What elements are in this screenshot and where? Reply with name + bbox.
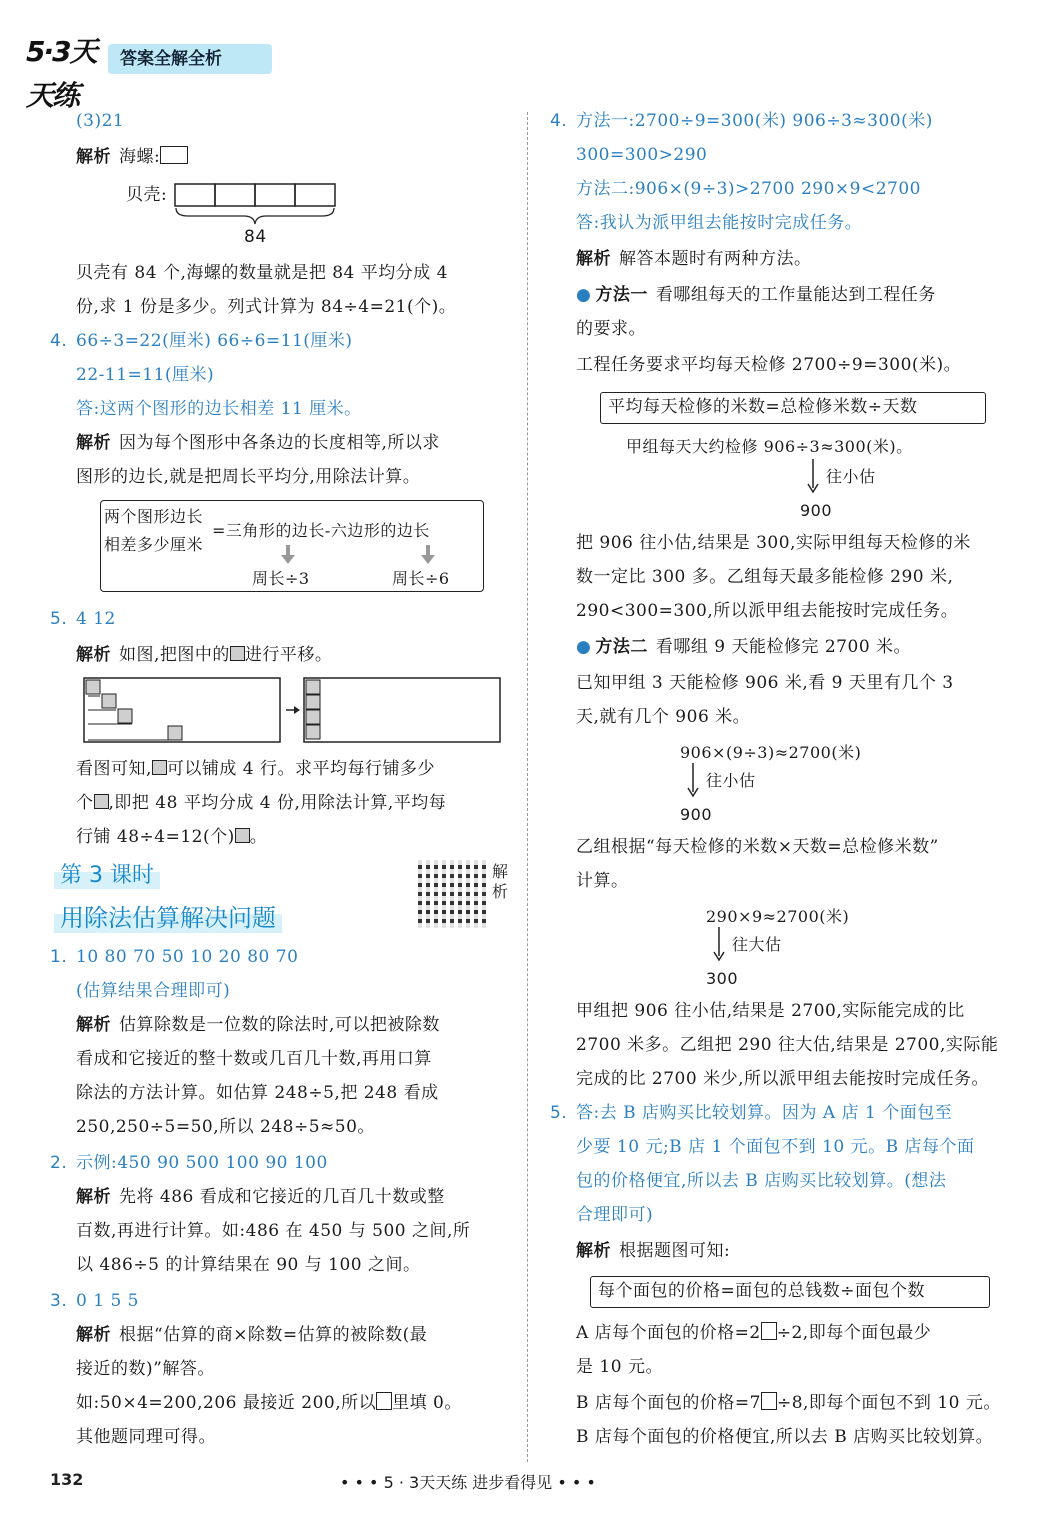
s2-analysis-1: [76, 1186, 445, 1208]
r5-text-3b: ÷8,即每个面包不到 10 元。: [776, 1393, 1001, 1413]
q5-analysis-text-a: 如图,把图中的: [119, 645, 230, 665]
q5-number: 5.: [50, 609, 68, 629]
r5-text-3: [576, 1392, 1001, 1414]
q5-text-1a: 看图可知,: [76, 759, 152, 779]
method2-p4: 计算。: [576, 871, 629, 891]
analysis-label: 解析: [76, 1187, 111, 1207]
method1-jia: 甲组每天大约检修 906÷3≈300(米)。: [626, 437, 913, 456]
s3-text-2: 其他题同理可得。: [76, 1427, 216, 1447]
method1-arrow-label: 往小估: [826, 467, 876, 486]
q5-text-3: 行铺 48÷4=12(个) 。: [76, 827, 268, 847]
brand-logo: 5·3天天练: [26, 35, 96, 112]
r5-answer-3: 包的价格便宜,所以去 B 店购买比较划算。(想法: [576, 1171, 947, 1191]
r5-text-4: B 店每个面包的价格便宜,所以去 B 店购买比较划算。: [576, 1427, 994, 1447]
tile-square-icon: [152, 760, 167, 775]
tile-square-icon: [230, 646, 245, 661]
r5-analysis: [576, 1240, 730, 1262]
r5-text-3a: B 店每个面包的价格=7: [576, 1393, 761, 1413]
qr-code-pattern: [418, 860, 486, 928]
method2-p7: 完成的比 2700 米少,所以派甲组去能按时完成任务。: [576, 1069, 989, 1089]
q4-number: 4.: [50, 331, 68, 351]
s3-analysis-text: 根据“估算的商×除数=估算的被除数(最: [119, 1325, 428, 1345]
blank-box-icon: [761, 1322, 777, 1340]
q3-analysis: [76, 146, 188, 168]
r5-text-1b: ÷2,即每个面包最少: [776, 1323, 932, 1343]
q5-text-2: [76, 792, 446, 814]
s3-number: 3.: [50, 1291, 68, 1311]
q5-analysis: [76, 644, 332, 666]
footer-slogan: • • • 5 · 3天天练 进步看得见 • • •: [340, 1473, 596, 1492]
s2-number: 2.: [50, 1153, 68, 1173]
method2-900: 900: [680, 805, 713, 824]
r4-analysis-text: 解答本题时有两种方法。: [619, 249, 812, 269]
s2-analysis-3: 以 486÷5 的计算结果在 90 与 100 之间。: [76, 1255, 421, 1275]
s1-analysis-3: 除法的方法计算。如估算 248÷5,把 248 看成: [76, 1083, 439, 1103]
method1-text: 看哪组每天的工作量能达到工程任务: [655, 285, 936, 305]
q5-text-2a: 个: [76, 793, 94, 813]
r5-text-2: 是 10 元。: [576, 1357, 663, 1377]
analysis-label: 解析: [76, 1015, 111, 1035]
q5-text-1: [76, 758, 435, 780]
beike-label: 贝壳:: [126, 185, 168, 205]
r5-analysis-text: 根据题图可知:: [619, 1241, 731, 1261]
qr-label: 解析: [492, 862, 509, 901]
s1-analysis-2: 看成和它接近的整十数或几百几十数,再用口算: [76, 1049, 432, 1069]
arrow-down-icon: [418, 544, 438, 566]
method2-p5: 甲组把 906 往小估,结果是 2700,实际能完成的比: [576, 1001, 965, 1021]
lesson-number: 第 3 课时: [54, 858, 160, 889]
q5-analysis-text-b: 进行平移。: [244, 645, 333, 665]
s1-answer: 10 80 70 50 10 20 80 70: [76, 947, 299, 967]
analysis-label: 解析: [76, 1325, 111, 1345]
s3-text-1a: 如:50×4=200,206 最接近 200,所以: [76, 1393, 377, 1413]
method2-p3: 乙组根据“每天检修的米数×天数=总检修米数”: [576, 837, 939, 857]
hailuo-box: [160, 146, 188, 164]
method1-900: 900: [800, 501, 833, 520]
method2-300: 300: [706, 969, 739, 988]
blank-box-icon: [761, 1392, 777, 1410]
header-tab: 答案全解全析: [108, 44, 272, 74]
r4-analysis: [576, 248, 812, 270]
method2-p1: 已知甲组 3 天能检修 906 米,看 9 天里有几个 3: [576, 673, 954, 693]
method1-row: [576, 284, 936, 306]
q4-box-left-1: 两个图形边长: [104, 507, 204, 526]
q4-analysis-text: 因为每个图形中各条边的长度相等,所以求: [119, 433, 440, 453]
lesson-title: 用除法估算解决问题: [54, 898, 282, 933]
q5-answer: 4 12: [76, 609, 116, 629]
q4-box-equation: =三角形的边长-六边形的边长: [212, 521, 430, 540]
s2-answer: 示例:450 90 500 100 90 100: [76, 1153, 328, 1173]
method2-text: 看哪组 9 天能检修完 2700 米。: [655, 637, 912, 657]
q3-explain-1: 贝壳有 84 个,海螺的数量就是把 84 平均分成 4: [76, 263, 449, 283]
method2-p2: 天,就有几个 906 米。: [576, 707, 751, 727]
arrow-down-icon: [806, 458, 820, 494]
method1-formula: 平均每天检修的米数=总检修米数÷天数: [608, 397, 918, 417]
arrow-down-icon: [712, 926, 726, 962]
page-number: 132: [50, 1470, 84, 1489]
method1-text-2: 的要求。: [576, 319, 646, 339]
q4-answer-2: 22-11=11(厘米): [76, 365, 215, 385]
q3-part3-answer: (3)21: [76, 111, 125, 131]
s3-text-1: [76, 1392, 462, 1414]
q5-text-2b: ,即把 48 平均分成 4 份,用除法计算,平均每: [108, 793, 447, 813]
method1-title: 方法一: [595, 285, 648, 305]
q4-answer-1: 66÷3=22(厘米) 66÷6=11(厘米): [76, 331, 353, 351]
r5-number: 5.: [550, 1103, 568, 1123]
r5-answer-4: 合理即可): [576, 1205, 654, 1225]
q4-analysis-2: 图形的边长,就是把周长平均分,用除法计算。: [76, 467, 421, 487]
r4-answer-4: 答:我认为派甲组去能按时完成任务。: [576, 213, 863, 233]
r4-answer-3: 方法二:906×(9÷3)>2700 290×9<2700: [576, 179, 921, 199]
s2-analysis-2: 百数,再进行计算。如:486 在 450 与 500 之间,所: [76, 1221, 471, 1241]
tile-square-icon: [94, 794, 109, 809]
blank-box-icon: [376, 1392, 392, 1410]
analysis-label: 解析: [76, 147, 111, 167]
r5-text-1a: A 店每个面包的价格=2: [576, 1323, 761, 1343]
s1-analysis-1: [76, 1014, 440, 1036]
s2-analysis-text: 先将 486 看成和它接近的几百几十数或整: [119, 1187, 445, 1207]
r5-answer-1: 答:去 B 店购买比较划算。因为 A 店 1 个面包至: [576, 1103, 953, 1123]
q4-answer-3: 答:这两个图形的边长相差 11 厘米。: [76, 399, 362, 419]
analysis-label: 解析: [576, 1241, 611, 1261]
method1-p1: 把 906 往小估,结果是 300,实际甲组每天检修的米: [576, 533, 971, 553]
tile-square-icon: [235, 828, 250, 843]
arrow-down-icon: [686, 762, 700, 798]
s1-analysis-4: 250,250÷5=50,所以 248÷5≈50。: [76, 1117, 375, 1137]
method2-row: [576, 636, 911, 658]
r5-text-1: [576, 1322, 931, 1344]
analysis-label: 解析: [76, 645, 111, 665]
s1-analysis-text: 估算除数是一位数的除法时,可以把被除数: [119, 1015, 440, 1035]
beike-row: [126, 184, 167, 206]
bulb-icon: ●: [576, 637, 592, 657]
s3-answer: 0 1 5 5: [76, 1291, 139, 1311]
method2-arrow1: 往小估: [706, 771, 756, 790]
r5-formula: 每个面包的价格=面包的总钱数÷面包个数: [598, 1281, 925, 1301]
s3-analysis-2: 接近的数)”解答。: [76, 1359, 215, 1379]
q4-analysis-1: [76, 432, 440, 454]
column-divider: [527, 112, 528, 1462]
method2-title: 方法二: [595, 637, 648, 657]
r5-answer-2: 少要 10 元;B 店 1 个面包不到 10 元。B 店每个面: [576, 1137, 975, 1157]
q5-text-3a: 行铺 48÷4=12(个): [76, 827, 235, 847]
method2-eq1: 906×(9÷3)≈2700(米): [680, 743, 862, 762]
q4-box-left-2: 相差多少厘米: [104, 535, 204, 554]
method1-requirement: 工程任务要求平均每天检修 2700÷9=300(米)。: [576, 355, 962, 375]
s3-analysis-1: [76, 1324, 427, 1346]
method1-p2: 数一定比 300 多。乙组每天最多能检修 290 米,: [576, 567, 954, 587]
r4-number: 4.: [550, 111, 568, 131]
r4-answer-1: 方法一:2700÷9=300(米) 906÷3≈300(米): [576, 111, 933, 131]
q4-box-sub-1: 周长÷3: [252, 569, 310, 588]
method2-eq2: 290×9≈2700(米): [706, 907, 850, 926]
brace-total: 84: [244, 227, 267, 247]
q5-text-1b: 可以铺成 4 行。求平均每行铺多少: [166, 759, 436, 779]
tile-translation-diagram: [80, 674, 510, 746]
s3-text-1b: 里填 0。: [392, 1393, 462, 1413]
s1-number: 1.: [50, 947, 68, 967]
method2-p6: 2700 米多。乙组把 290 往大估,结果是 2700,实际能: [576, 1035, 999, 1055]
analysis-label: 解析: [76, 433, 111, 453]
q3-explain-2: 份,求 1 份是多少。列式计算为 84÷4=21(个)。: [76, 297, 457, 317]
arrow-down-icon: [278, 544, 298, 566]
hailuo-label: 海螺:: [119, 147, 161, 167]
s1-note: (估算结果合理即可): [76, 981, 231, 1001]
r4-answer-2: 300=300>290: [576, 145, 708, 165]
method2-arrow2: 往大估: [732, 935, 782, 954]
analysis-label: 解析: [576, 249, 611, 269]
q4-box-sub-2: 周长÷6: [392, 569, 450, 588]
bulb-icon: ●: [576, 285, 592, 305]
method1-p3: 290<300=300,所以派甲组去能按时完成任务。: [576, 601, 959, 621]
